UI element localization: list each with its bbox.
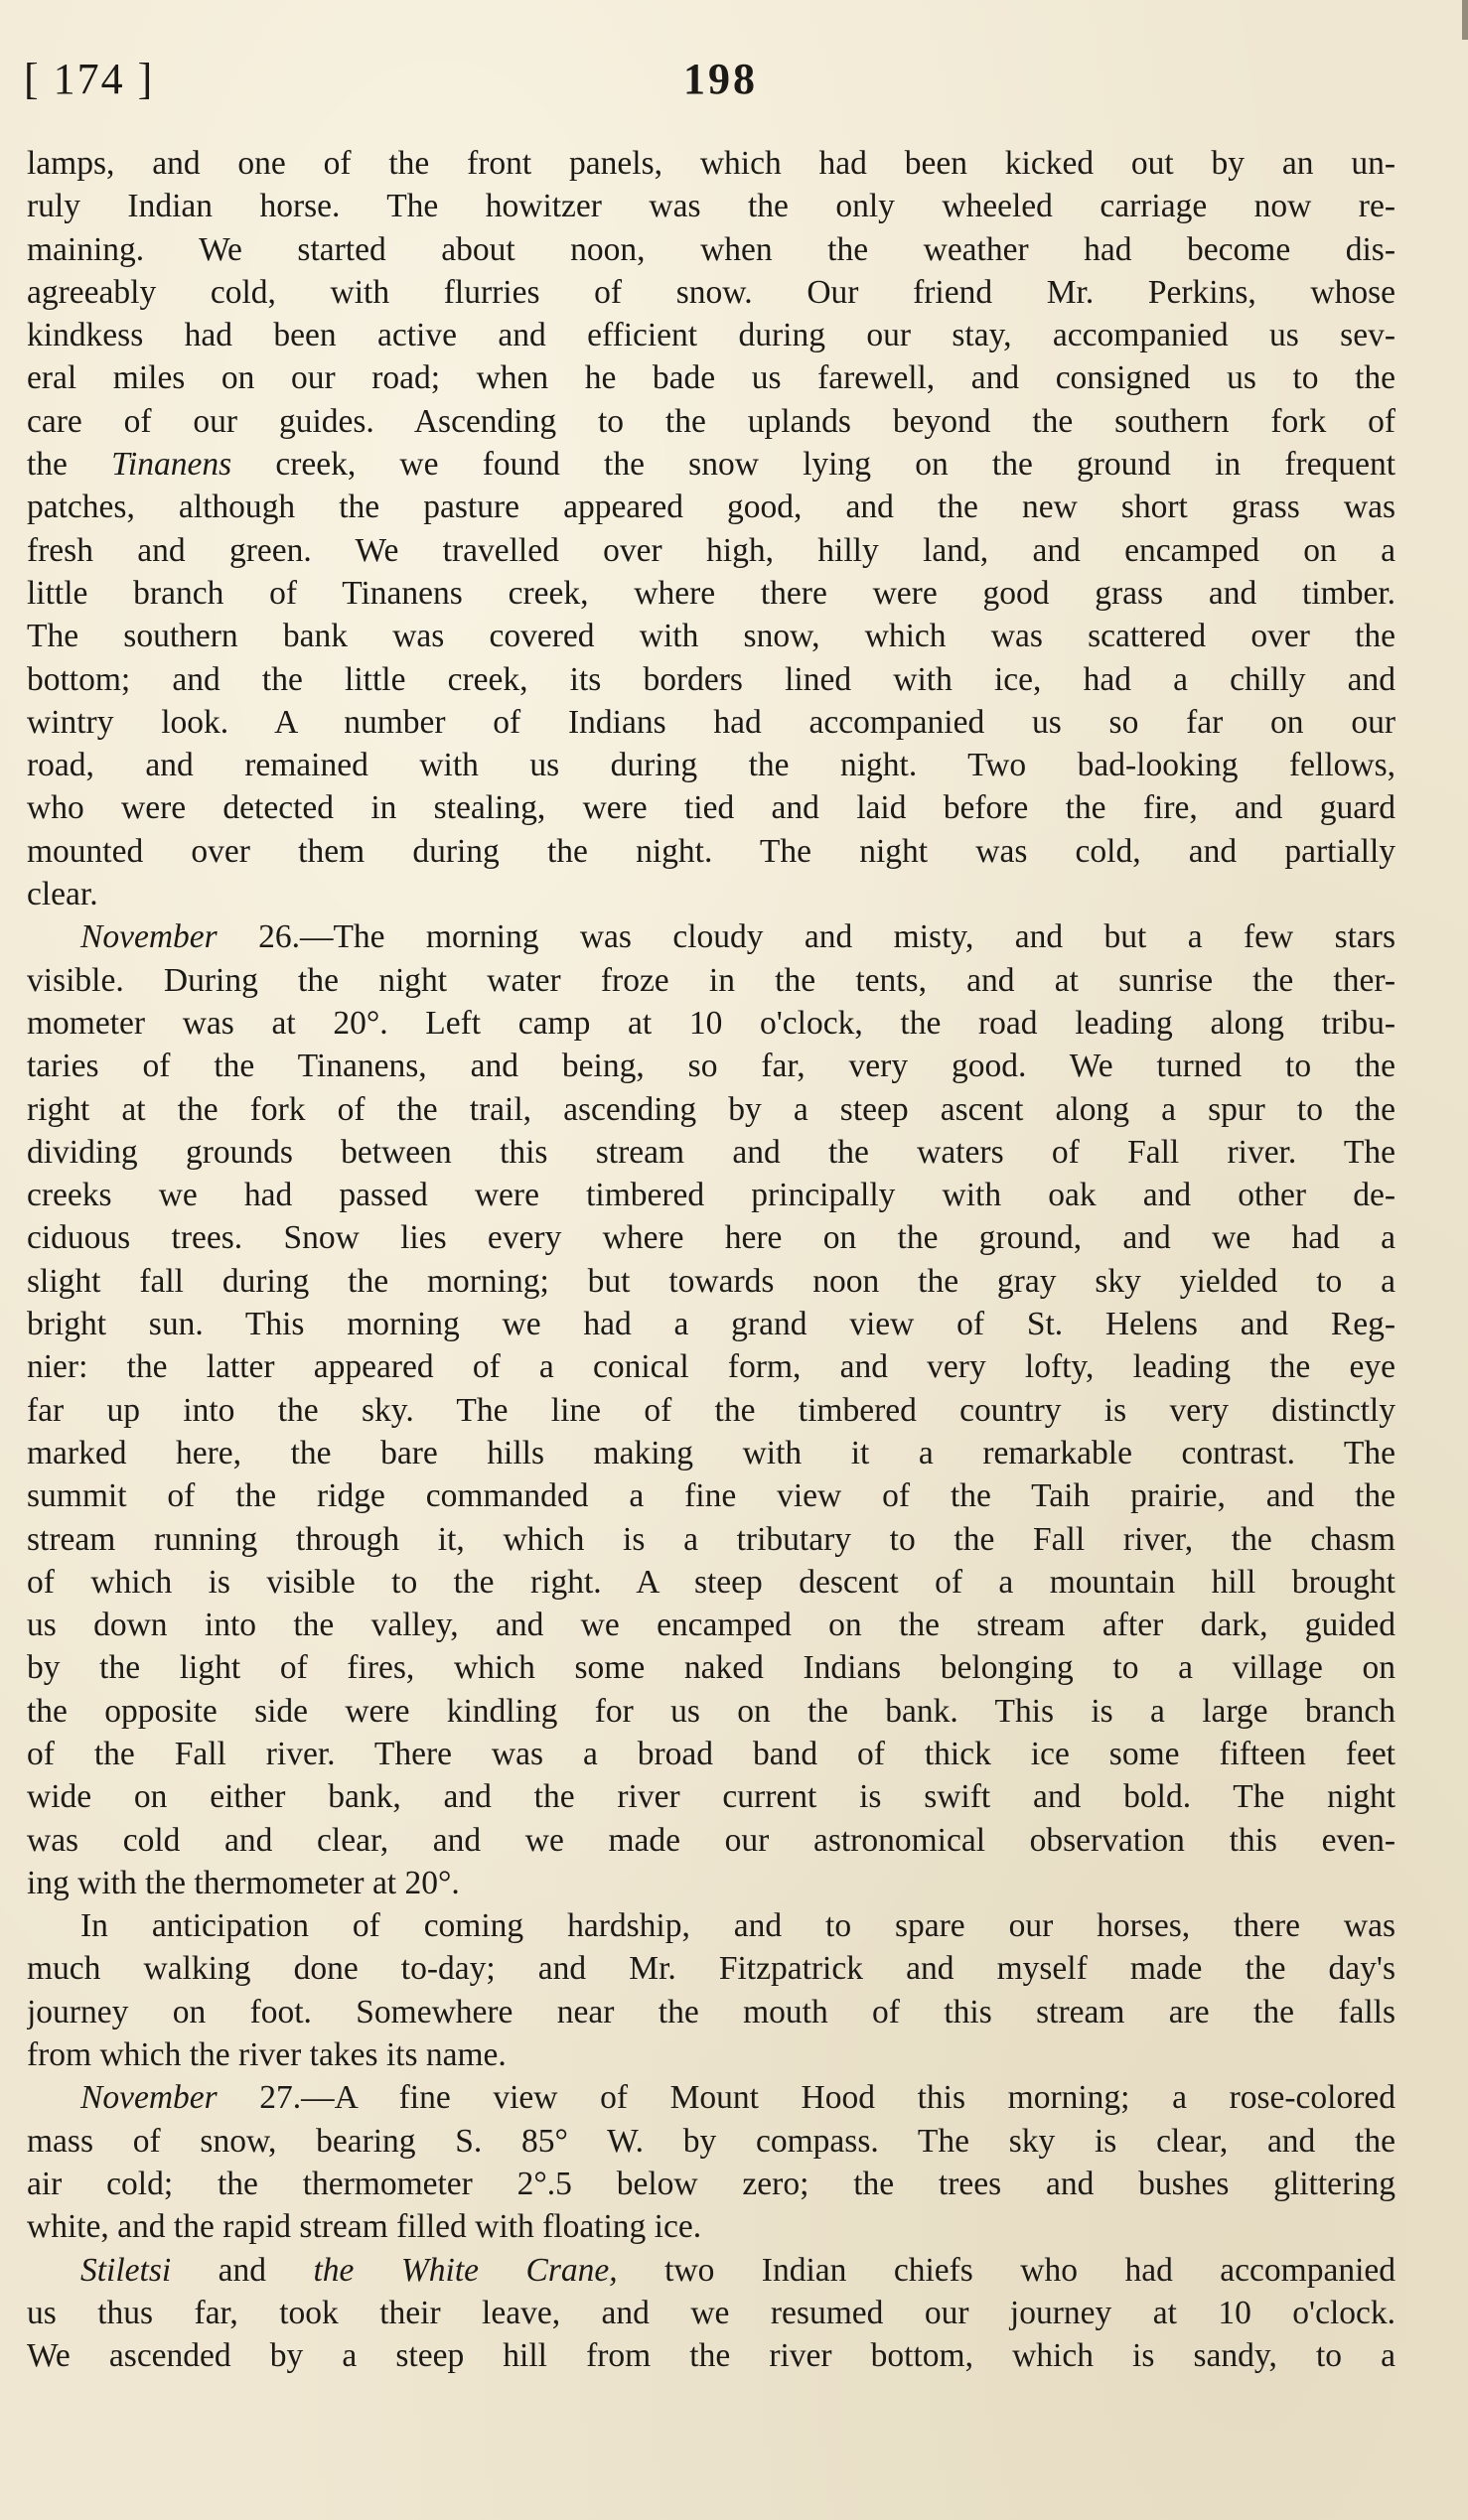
text-segment: bottom; and the little creek, its borders lined with ice, had a chilly and	[27, 660, 1395, 698]
text-segment: eral miles on our road; when he bade us farewell, and consigned us to the	[27, 359, 1395, 397]
text-line	[27, 1088, 1395, 1131]
text-line	[27, 185, 1395, 227]
text-line	[27, 356, 1395, 399]
text-line	[27, 1862, 1395, 1904]
text-segment: wintry look. A number of Indians had accompanied us so far on our	[27, 703, 1395, 741]
text-segment: stream running through it, which is a tributary to the Fall river, the chasm	[27, 1520, 1395, 1558]
text-segment: the	[27, 446, 112, 484]
text-line	[27, 744, 1395, 786]
italic-text: Tinanens	[111, 446, 232, 484]
text-line	[27, 314, 1395, 356]
text-line	[27, 443, 1395, 486]
italic-text: November	[80, 918, 218, 956]
text-line	[27, 1131, 1395, 1174]
text-segment: maining. We started about noon, when the weather had become dis-	[27, 230, 1395, 268]
text-line	[27, 1690, 1395, 1733]
text-line	[27, 1174, 1395, 1216]
text-line	[27, 1733, 1395, 1775]
text-line	[27, 873, 1395, 915]
text-segment: ruly Indian horse. The howitzer was the only wheeled carriage now re-	[27, 188, 1395, 225]
text-line	[27, 2033, 1395, 2076]
text-line	[27, 915, 1395, 958]
text-line	[27, 2205, 1395, 2248]
text-segment: the opposite side were kindling for us on the bank. This is a large branch	[27, 1692, 1395, 1730]
page-number: 198	[683, 55, 758, 103]
text-segment: road, and remained with us during the night. Two bad-looking fellows,	[27, 747, 1395, 784]
text-segment: from which the river takes its name.	[27, 2036, 507, 2074]
text-segment: two Indian chiefs who had accompanied	[617, 2251, 1395, 2289]
text-segment: nier: the latter appeared of a conical form, and very lofty, leading the eye	[27, 1348, 1395, 1386]
text-segment: 26.—The morning was cloudy and misty, and but a few stars	[217, 918, 1395, 956]
text-segment: patches, although the pasture appeared good, and the new short grass was	[27, 489, 1395, 526]
text-segment: was cold and clear, and we made our astronomical observation this even-	[27, 1821, 1395, 1859]
text-segment: us down into the valley, and we encamped on the stream after dark, guided	[27, 1607, 1395, 1644]
text-segment: little branch of Tinanens creek, where there were good grass and timber.	[27, 574, 1395, 612]
text-segment: care of our guides. Ascending to the uplands beyond the southern fork of	[27, 402, 1395, 440]
text-line	[27, 1303, 1395, 1345]
text-segment: We ascended by a steep hill from the river bottom, which is sandy, to a	[27, 2337, 1395, 2375]
text-segment: mounted over them during the night. The night was cold, and partially	[27, 832, 1395, 870]
text-line	[27, 2334, 1395, 2377]
text-segment: mass of snow, bearing S. 85° W. by compass. The sky is clear, and the	[27, 2122, 1395, 2160]
bracketed-page-number: [ 174 ]	[24, 55, 155, 103]
text-line	[27, 658, 1395, 701]
text-segment: mometer was at 20°. Left camp at 10 o'clock, the road leading along tribu-	[27, 1004, 1395, 1042]
text-line	[27, 1432, 1395, 1474]
text-segment: fresh and green. We travelled over high, hilly land, and encamped on a	[27, 531, 1395, 569]
text-segment: summit of the ridge commanded a fine view of the Taih prairie, and the	[27, 1477, 1395, 1515]
text-line	[27, 1002, 1395, 1045]
text-segment: air cold; the thermometer 2°.5 below zero; the trees and bushes glittering	[27, 2165, 1395, 2202]
italic-text: November	[80, 2079, 218, 2117]
text-line	[27, 786, 1395, 829]
text-segment: dividing grounds between this stream and the waters of Fall river. The	[27, 1133, 1395, 1171]
text-segment: marked here, the bare hills making with it a remarkable contrast. The	[27, 1434, 1395, 1471]
text-segment: slight fall during the morning; but towards noon the gray sky yielded to a	[27, 1262, 1395, 1300]
text-segment: of which is visible to the right. A steep descent of a mountain hill brought	[27, 1563, 1395, 1601]
text-segment: far up into the sky. The line of the timbered country is very distinctly	[27, 1391, 1395, 1429]
text-line	[27, 1518, 1395, 1561]
text-segment: ing with the thermometer at 20°.	[27, 1864, 460, 1901]
text-line	[27, 1474, 1395, 1517]
text-line	[27, 2163, 1395, 2205]
text-line	[27, 615, 1395, 657]
text-line	[27, 228, 1395, 271]
text-segment: visible. During the night water froze in the tents, and at sunrise the ther-	[27, 961, 1395, 999]
text-line	[27, 1216, 1395, 1259]
text-segment: 27.—A fine view of Mount Hood this morning; a rose-colored	[217, 2079, 1395, 2117]
text-line	[27, 1646, 1395, 1689]
text-line	[27, 1260, 1395, 1303]
text-segment: and	[171, 2251, 314, 2289]
text-segment: us thus far, took their leave, and we resumed our journey at 10 o'clock.	[27, 2294, 1395, 2331]
text-line	[27, 2120, 1395, 2163]
text-segment: lamps, and one of the front panels, which had been kicked out by an un-	[27, 145, 1395, 182]
text-line	[27, 1819, 1395, 1862]
text-line	[27, 1947, 1395, 1990]
italic-text: Stiletsi	[80, 2251, 172, 2289]
text-line	[27, 486, 1395, 528]
text-segment: kindkess had been active and efficient during our stay, accompanied us sev-	[27, 317, 1395, 354]
text-line	[27, 1991, 1395, 2033]
text-segment: right at the fork of the trail, ascending by a steep ascent along a spur to the	[27, 1090, 1395, 1128]
text-segment: agreeably cold, with flurries of snow. Our friend Mr. Perkins, whose	[27, 273, 1395, 311]
text-segment: much walking done to-day; and Mr. Fitzpatrick and myself made the day's	[27, 1950, 1395, 1988]
text-segment: white, and the rapid stream filled with floating ice.	[27, 2208, 702, 2246]
text-line	[27, 572, 1395, 615]
text-line	[27, 1604, 1395, 1646]
text-segment: creeks we had passed were timbered principally with oak and other de-	[27, 1177, 1395, 1214]
text-line	[27, 1561, 1395, 1604]
text-segment: bright sun. This morning we had a grand view of St. Helens and Reg-	[27, 1306, 1395, 1343]
text-segment: by the light of fires, which some naked Indians belonging to a village on	[27, 1649, 1395, 1687]
text-line	[27, 529, 1395, 572]
body-text	[27, 142, 1395, 2377]
text-line	[27, 1775, 1395, 1818]
text-line	[27, 701, 1395, 744]
text-segment: who were detected in stealing, were tied and laid before the fire, and guard	[27, 789, 1395, 827]
text-line	[27, 1345, 1395, 1388]
ink-mark	[1462, 0, 1468, 40]
text-segment: taries of the Tinanens, and being, so far, very good. We turned to the	[27, 1048, 1395, 1085]
text-line	[27, 2249, 1395, 2292]
text-segment: The southern bank was covered with snow, which was scattered over the	[27, 618, 1395, 655]
text-line	[27, 2076, 1395, 2119]
text-line	[27, 1045, 1395, 1087]
text-line	[27, 2292, 1395, 2334]
italic-text: the White Crane,	[313, 2251, 618, 2289]
text-line	[27, 1904, 1395, 1947]
text-segment: ciduous trees. Snow lies every where here on the ground, and we had a	[27, 1219, 1395, 1257]
text-segment: journey on foot. Somewhere near the mouth of this stream are the falls	[27, 1993, 1395, 2030]
text-line	[27, 959, 1395, 1002]
text-segment: clear.	[27, 876, 98, 913]
text-line	[27, 1389, 1395, 1432]
page-header	[20, 48, 1430, 117]
text-segment: creek, we found the snow lying on the ground in frequent	[231, 446, 1395, 484]
text-segment: of the Fall river. There was a broad band of thick ice some fifteen feet	[27, 1735, 1395, 1772]
text-line	[27, 830, 1395, 873]
text-segment: wide on either bank, and the river current is swift and bold. The night	[27, 1778, 1395, 1816]
text-line	[27, 400, 1395, 443]
text-line	[27, 142, 1395, 185]
text-segment: In anticipation of coming hardship, and to spare our horses, there was	[80, 1907, 1395, 1945]
text-line	[27, 271, 1395, 314]
